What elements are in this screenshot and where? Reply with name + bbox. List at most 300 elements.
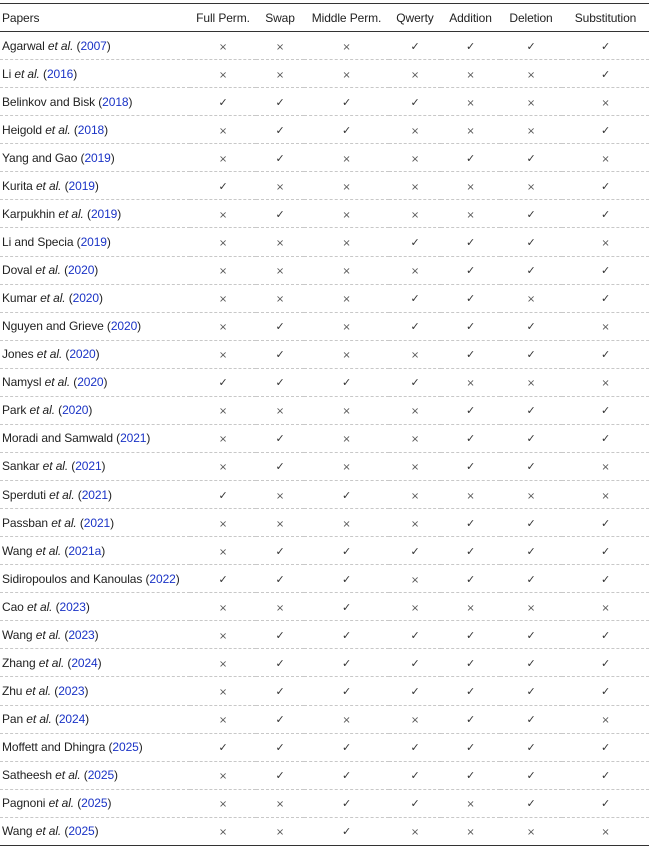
cell-addition (441, 340, 500, 368)
cross-mark-icon: × (466, 799, 475, 811)
paper-authors: Yang and Gao (2, 150, 78, 165)
cell-qwerty (389, 60, 441, 88)
cross-mark-icon: × (526, 378, 536, 390)
cell-swap (256, 593, 304, 621)
paper-authors: Sidiropoulos and Kanoulas (2, 571, 143, 586)
cell-addition (441, 200, 500, 228)
cross-mark-icon: × (601, 97, 610, 109)
cross-mark-icon: × (218, 602, 228, 614)
cell-addition (441, 312, 500, 340)
cell-full-perm (190, 172, 256, 200)
check-mark-icon: ✓ (465, 348, 476, 362)
cell-swap (256, 340, 304, 368)
paper-citation: Doval et al. (2020) (0, 256, 190, 284)
cross-mark-icon: × (218, 237, 228, 249)
cell-deletion (500, 761, 562, 789)
cell-qwerty (389, 705, 441, 733)
citation-year-link[interactable]: 2025 (112, 740, 139, 755)
check-mark-icon: ✓ (465, 544, 476, 558)
citation-year-link[interactable]: 2025 (81, 796, 108, 811)
cell-addition (441, 172, 500, 200)
citation-year-link[interactable]: 2023 (68, 627, 95, 642)
cell-qwerty (389, 537, 441, 565)
cell-full-perm (190, 60, 256, 88)
cell-deletion (500, 509, 562, 537)
cross-mark-icon: × (410, 153, 420, 165)
cross-mark-icon: × (526, 294, 536, 306)
cell-middle-perm (304, 593, 389, 621)
cell-swap (256, 228, 304, 256)
et-al-label: et al. (25, 683, 52, 698)
check-mark-icon: ✓ (600, 684, 611, 698)
check-mark-icon: ✓ (341, 797, 352, 811)
cell-qwerty (389, 621, 441, 649)
citation-year-link[interactable]: 2024 (71, 655, 98, 670)
check-mark-icon: ✓ (341, 825, 352, 839)
cell-middle-perm (304, 368, 389, 396)
cell-deletion (500, 789, 562, 817)
table-row (0, 32, 649, 60)
cross-mark-icon: × (275, 490, 285, 502)
et-al-label: et al. (48, 796, 74, 811)
cross-mark-icon: × (218, 546, 228, 558)
citation-year-link[interactable]: 2007 (80, 38, 107, 53)
paper-citation: Heigold et al. (2018) (0, 116, 190, 144)
check-mark-icon: ✓ (600, 516, 611, 530)
citation-year-link[interactable]: 2019 (90, 206, 118, 221)
cross-mark-icon: × (218, 153, 228, 165)
cell-qwerty (389, 144, 441, 172)
check-mark-icon: ✓ (600, 769, 611, 783)
citation-year-link[interactable]: 2019 (84, 150, 111, 165)
cell-middle-perm (304, 312, 389, 340)
check-mark-icon: ✓ (526, 432, 536, 446)
check-mark-icon: ✓ (526, 769, 536, 783)
cross-mark-icon: × (526, 602, 536, 614)
cross-mark-icon: × (526, 181, 536, 193)
cell-substitution (562, 649, 649, 677)
cross-mark-icon: × (275, 237, 285, 249)
paper-citation: Passban et al. (2021) (0, 509, 190, 537)
check-mark-icon: ✓ (218, 95, 228, 109)
check-mark-icon: ✓ (526, 628, 536, 642)
cross-mark-icon: × (342, 715, 351, 727)
paper-citation: Moffett and Dhingra (2025) (0, 733, 190, 761)
cross-mark-icon: × (218, 209, 228, 221)
cell-full-perm (190, 537, 256, 565)
et-al-label: et al. (26, 712, 52, 727)
check-mark-icon: ✓ (410, 39, 420, 53)
cell-deletion (500, 817, 562, 845)
cell-swap (256, 424, 304, 452)
cross-mark-icon: × (275, 406, 285, 418)
paper-authors: Sankar (2, 459, 40, 474)
cell-deletion (500, 621, 562, 649)
citation-year-link[interactable]: 2020 (110, 319, 138, 334)
paper-authors: Agarwal (2, 38, 45, 53)
check-mark-icon: ✓ (275, 320, 285, 334)
cross-mark-icon: × (601, 322, 610, 334)
cell-swap (256, 116, 304, 144)
table-row (0, 733, 649, 761)
et-al-label: et al. (47, 38, 74, 53)
table-row (0, 312, 649, 340)
citation-year-link[interactable]: 2023 (59, 599, 86, 614)
check-mark-icon: ✓ (465, 460, 476, 474)
check-mark-icon: ✓ (465, 572, 476, 586)
table-row (0, 60, 649, 88)
check-mark-icon: ✓ (275, 460, 285, 474)
cross-mark-icon: × (218, 322, 228, 334)
citation-year-link[interactable]: 2018 (77, 122, 105, 137)
cell-qwerty (389, 649, 441, 677)
cross-mark-icon: × (410, 209, 420, 221)
cell-deletion (500, 312, 562, 340)
cell-substitution (562, 312, 649, 340)
table-row (0, 424, 649, 452)
check-mark-icon: ✓ (526, 544, 536, 558)
cross-mark-icon: × (218, 266, 228, 278)
cell-middle-perm (304, 621, 389, 649)
cell-middle-perm (304, 228, 389, 256)
citation-year-link[interactable]: 2020 (77, 375, 104, 390)
cell-deletion (500, 424, 562, 452)
cell-addition (441, 256, 500, 284)
paper-authors: Moradi and Samwald (2, 431, 113, 446)
paper-citation: Cao et al. (2023) (0, 593, 190, 621)
citation-year-link[interactable]: 2025 (87, 768, 115, 783)
cross-mark-icon: × (410, 266, 420, 278)
check-mark-icon: ✓ (600, 741, 611, 755)
cell-qwerty (389, 677, 441, 705)
cell-qwerty (389, 733, 441, 761)
cell-swap (256, 32, 304, 60)
cell-qwerty (389, 172, 441, 200)
table-row (0, 789, 649, 817)
check-mark-icon: ✓ (465, 235, 476, 249)
cell-qwerty (389, 116, 441, 144)
cross-mark-icon: × (218, 771, 228, 783)
cell-substitution (562, 705, 649, 733)
cell-addition (441, 228, 500, 256)
cell-addition (441, 817, 500, 845)
check-mark-icon: ✓ (600, 264, 611, 278)
cell-middle-perm (304, 677, 389, 705)
check-mark-icon: ✓ (341, 123, 352, 137)
table-row (0, 705, 649, 733)
check-mark-icon: ✓ (275, 572, 285, 586)
paper-citation: Sankar et al. (2021) (0, 452, 190, 480)
cross-mark-icon: × (466, 209, 475, 221)
cell-deletion (500, 396, 562, 424)
cell-middle-perm (304, 733, 389, 761)
et-al-label: et al. (35, 824, 62, 839)
cross-mark-icon: × (275, 518, 285, 530)
cell-swap (256, 537, 304, 565)
header-full-perm: Full Perm. (190, 4, 256, 32)
cell-deletion (500, 228, 562, 256)
citation-year-link[interactable]: 2021 (75, 459, 102, 474)
cell-full-perm (190, 32, 256, 60)
citation-year-link[interactable]: 2019 (68, 178, 95, 193)
cell-substitution (562, 621, 649, 649)
cross-mark-icon: × (526, 490, 536, 502)
check-mark-icon: ✓ (410, 797, 420, 811)
paper-citation: Kumar et al. (2020) (0, 284, 190, 312)
et-al-label: et al. (35, 627, 62, 642)
check-mark-icon: ✓ (526, 151, 536, 165)
cross-mark-icon: × (218, 434, 228, 446)
citation-year-link[interactable]: 2020 (67, 263, 95, 278)
cross-mark-icon: × (275, 827, 285, 839)
table-row (0, 761, 649, 789)
cell-full-perm (190, 200, 256, 228)
cross-mark-icon: × (526, 125, 536, 137)
paper-citation: Wang et al. (2023) (0, 621, 190, 649)
cross-mark-icon: × (218, 125, 228, 137)
check-mark-icon: ✓ (341, 572, 352, 586)
cell-substitution (562, 88, 649, 116)
cell-full-perm (190, 228, 256, 256)
check-mark-icon: ✓ (275, 151, 285, 165)
cross-mark-icon: × (466, 827, 475, 839)
paper-citation: Belinkov and Bisk (2018) (0, 88, 190, 116)
cell-full-perm (190, 565, 256, 593)
cell-qwerty (389, 88, 441, 116)
cell-addition (441, 677, 500, 705)
check-mark-icon: ✓ (218, 572, 228, 586)
cell-full-perm (190, 593, 256, 621)
cell-deletion (500, 60, 562, 88)
check-mark-icon: ✓ (341, 656, 352, 670)
check-mark-icon: ✓ (465, 151, 476, 165)
cross-mark-icon: × (342, 350, 351, 362)
cell-swap (256, 312, 304, 340)
cross-mark-icon: × (601, 827, 610, 839)
header-substitution: Substitution (562, 4, 649, 32)
citation-year-link[interactable]: 2020 (69, 347, 96, 362)
cross-mark-icon: × (342, 322, 351, 334)
paper-authors: Zhu (2, 683, 23, 698)
paper-authors: Kurita (2, 178, 33, 193)
check-mark-icon: ✓ (526, 207, 536, 221)
cross-mark-icon: × (275, 294, 285, 306)
cell-middle-perm (304, 789, 389, 817)
paper-authors: Wang (2, 543, 33, 558)
et-al-label: et al. (44, 375, 71, 390)
cross-mark-icon: × (601, 378, 610, 390)
check-mark-icon: ✓ (410, 292, 420, 306)
citation-year-link[interactable]: 2021 (83, 515, 111, 530)
cell-middle-perm (304, 481, 389, 509)
cross-mark-icon: × (342, 266, 351, 278)
check-mark-icon: ✓ (465, 741, 476, 755)
cross-mark-icon: × (410, 715, 420, 727)
cell-deletion (500, 340, 562, 368)
cell-full-perm (190, 396, 256, 424)
et-al-label: et al. (35, 178, 62, 193)
cross-mark-icon: × (466, 69, 475, 81)
cell-substitution (562, 509, 649, 537)
cross-mark-icon: × (342, 406, 351, 418)
cell-swap (256, 200, 304, 228)
citation-year-link[interactable]: 2021 (81, 487, 108, 502)
cross-mark-icon: × (218, 827, 228, 839)
cross-mark-icon: × (466, 125, 475, 137)
cross-mark-icon: × (466, 490, 475, 502)
cell-qwerty (389, 481, 441, 509)
check-mark-icon: ✓ (341, 544, 352, 558)
cell-qwerty (389, 312, 441, 340)
cell-substitution (562, 200, 649, 228)
cross-mark-icon: × (410, 462, 420, 474)
table-row (0, 200, 649, 228)
cell-addition (441, 368, 500, 396)
cross-mark-icon: × (218, 41, 228, 53)
cell-full-perm (190, 284, 256, 312)
cross-mark-icon: × (275, 69, 285, 81)
citation-year-link[interactable]: 2023 (58, 683, 85, 698)
check-mark-icon: ✓ (218, 376, 228, 390)
cell-deletion (500, 368, 562, 396)
cell-swap (256, 733, 304, 761)
paper-authors: Nguyen and Grieve (2, 319, 104, 334)
check-mark-icon: ✓ (410, 741, 420, 755)
cross-mark-icon: × (342, 209, 351, 221)
cell-substitution (562, 172, 649, 200)
citation-year-link[interactable]: 2021a (68, 543, 102, 558)
paper-authors: Sperduti (2, 487, 46, 502)
cell-full-perm (190, 705, 256, 733)
paper-citation: Li and Specia (2019) (0, 228, 190, 256)
cross-mark-icon: × (275, 799, 285, 811)
citation-year-link[interactable]: 2016 (46, 66, 74, 81)
cross-mark-icon: × (342, 237, 351, 249)
cross-mark-icon: × (218, 69, 228, 81)
paper-citation: Kurita et al. (2019) (0, 172, 190, 200)
et-al-label: et al. (51, 515, 77, 530)
paper-authors: Pagnoni (2, 796, 46, 811)
paper-authors: Namysl (2, 375, 42, 390)
paper-authors: Li and Specia (2, 234, 74, 249)
cell-addition (441, 88, 500, 116)
check-mark-icon: ✓ (465, 404, 476, 418)
et-al-label: et al. (45, 122, 71, 137)
paper-authors: Karpukhin (2, 206, 56, 221)
cell-deletion (500, 481, 562, 509)
citation-year-link[interactable]: 2019 (80, 234, 107, 249)
cross-mark-icon: × (342, 294, 351, 306)
cross-mark-icon: × (410, 181, 420, 193)
cell-addition (441, 761, 500, 789)
cross-mark-icon: × (601, 715, 610, 727)
check-mark-icon: ✓ (465, 628, 476, 642)
cell-swap (256, 396, 304, 424)
cell-addition (441, 649, 500, 677)
check-mark-icon: ✓ (526, 516, 536, 530)
check-mark-icon: ✓ (600, 656, 611, 670)
cell-addition (441, 537, 500, 565)
cross-mark-icon: × (410, 574, 420, 586)
cell-swap (256, 705, 304, 733)
citation-year-link[interactable]: 2022 (149, 571, 176, 586)
cell-middle-perm (304, 761, 389, 789)
cell-full-perm (190, 424, 256, 452)
cell-substitution (562, 396, 649, 424)
check-mark-icon: ✓ (275, 628, 285, 642)
cell-full-perm (190, 144, 256, 172)
check-mark-icon: ✓ (465, 432, 476, 446)
cell-substitution (562, 565, 649, 593)
et-al-label: et al. (35, 543, 62, 558)
citation-year-link[interactable]: 2021 (120, 431, 147, 446)
cross-mark-icon: × (410, 602, 420, 614)
et-al-label: et al. (58, 206, 84, 221)
check-mark-icon: ✓ (526, 572, 536, 586)
cell-full-perm (190, 649, 256, 677)
check-mark-icon: ✓ (410, 656, 420, 670)
cell-full-perm (190, 256, 256, 284)
cell-substitution (562, 116, 649, 144)
citation-year-link[interactable]: 2020 (72, 291, 99, 306)
cell-full-perm (190, 116, 256, 144)
paper-citation: Pan et al. (2024) (0, 705, 190, 733)
cell-deletion (500, 172, 562, 200)
paper-authors: Wang (2, 627, 33, 642)
citation-year-link[interactable]: 2025 (68, 824, 95, 839)
cell-substitution (562, 481, 649, 509)
cell-deletion (500, 88, 562, 116)
cell-substitution (562, 677, 649, 705)
cell-full-perm (190, 340, 256, 368)
cell-middle-perm (304, 705, 389, 733)
check-mark-icon: ✓ (465, 769, 476, 783)
check-mark-icon: ✓ (410, 684, 420, 698)
check-mark-icon: ✓ (410, 544, 420, 558)
cell-deletion (500, 649, 562, 677)
cell-qwerty (389, 256, 441, 284)
check-mark-icon: ✓ (341, 741, 352, 755)
cell-addition (441, 733, 500, 761)
table-row (0, 116, 649, 144)
table-row (0, 677, 649, 705)
check-mark-icon: ✓ (526, 656, 536, 670)
citation-year-link[interactable]: 2020 (62, 403, 89, 418)
cell-qwerty (389, 368, 441, 396)
paper-authors: Belinkov and Bisk (2, 94, 96, 109)
cell-addition (441, 32, 500, 60)
cell-swap (256, 565, 304, 593)
cell-addition (441, 789, 500, 817)
cell-full-perm (190, 312, 256, 340)
paper-citation: Sperduti et al. (2021) (0, 481, 190, 509)
cell-middle-perm (304, 565, 389, 593)
table-row (0, 452, 649, 480)
citation-year-link[interactable]: 2024 (58, 712, 86, 727)
header-row (0, 4, 649, 32)
cell-addition (441, 144, 500, 172)
table-row (0, 649, 649, 677)
cell-deletion (500, 593, 562, 621)
check-mark-icon: ✓ (600, 179, 611, 193)
check-mark-icon: ✓ (341, 95, 352, 109)
citation-year-link[interactable]: 2018 (102, 94, 129, 109)
check-mark-icon: ✓ (341, 488, 352, 502)
check-mark-icon: ✓ (600, 292, 611, 306)
check-mark-icon: ✓ (218, 488, 228, 502)
cross-mark-icon: × (410, 434, 420, 446)
cell-middle-perm (304, 256, 389, 284)
